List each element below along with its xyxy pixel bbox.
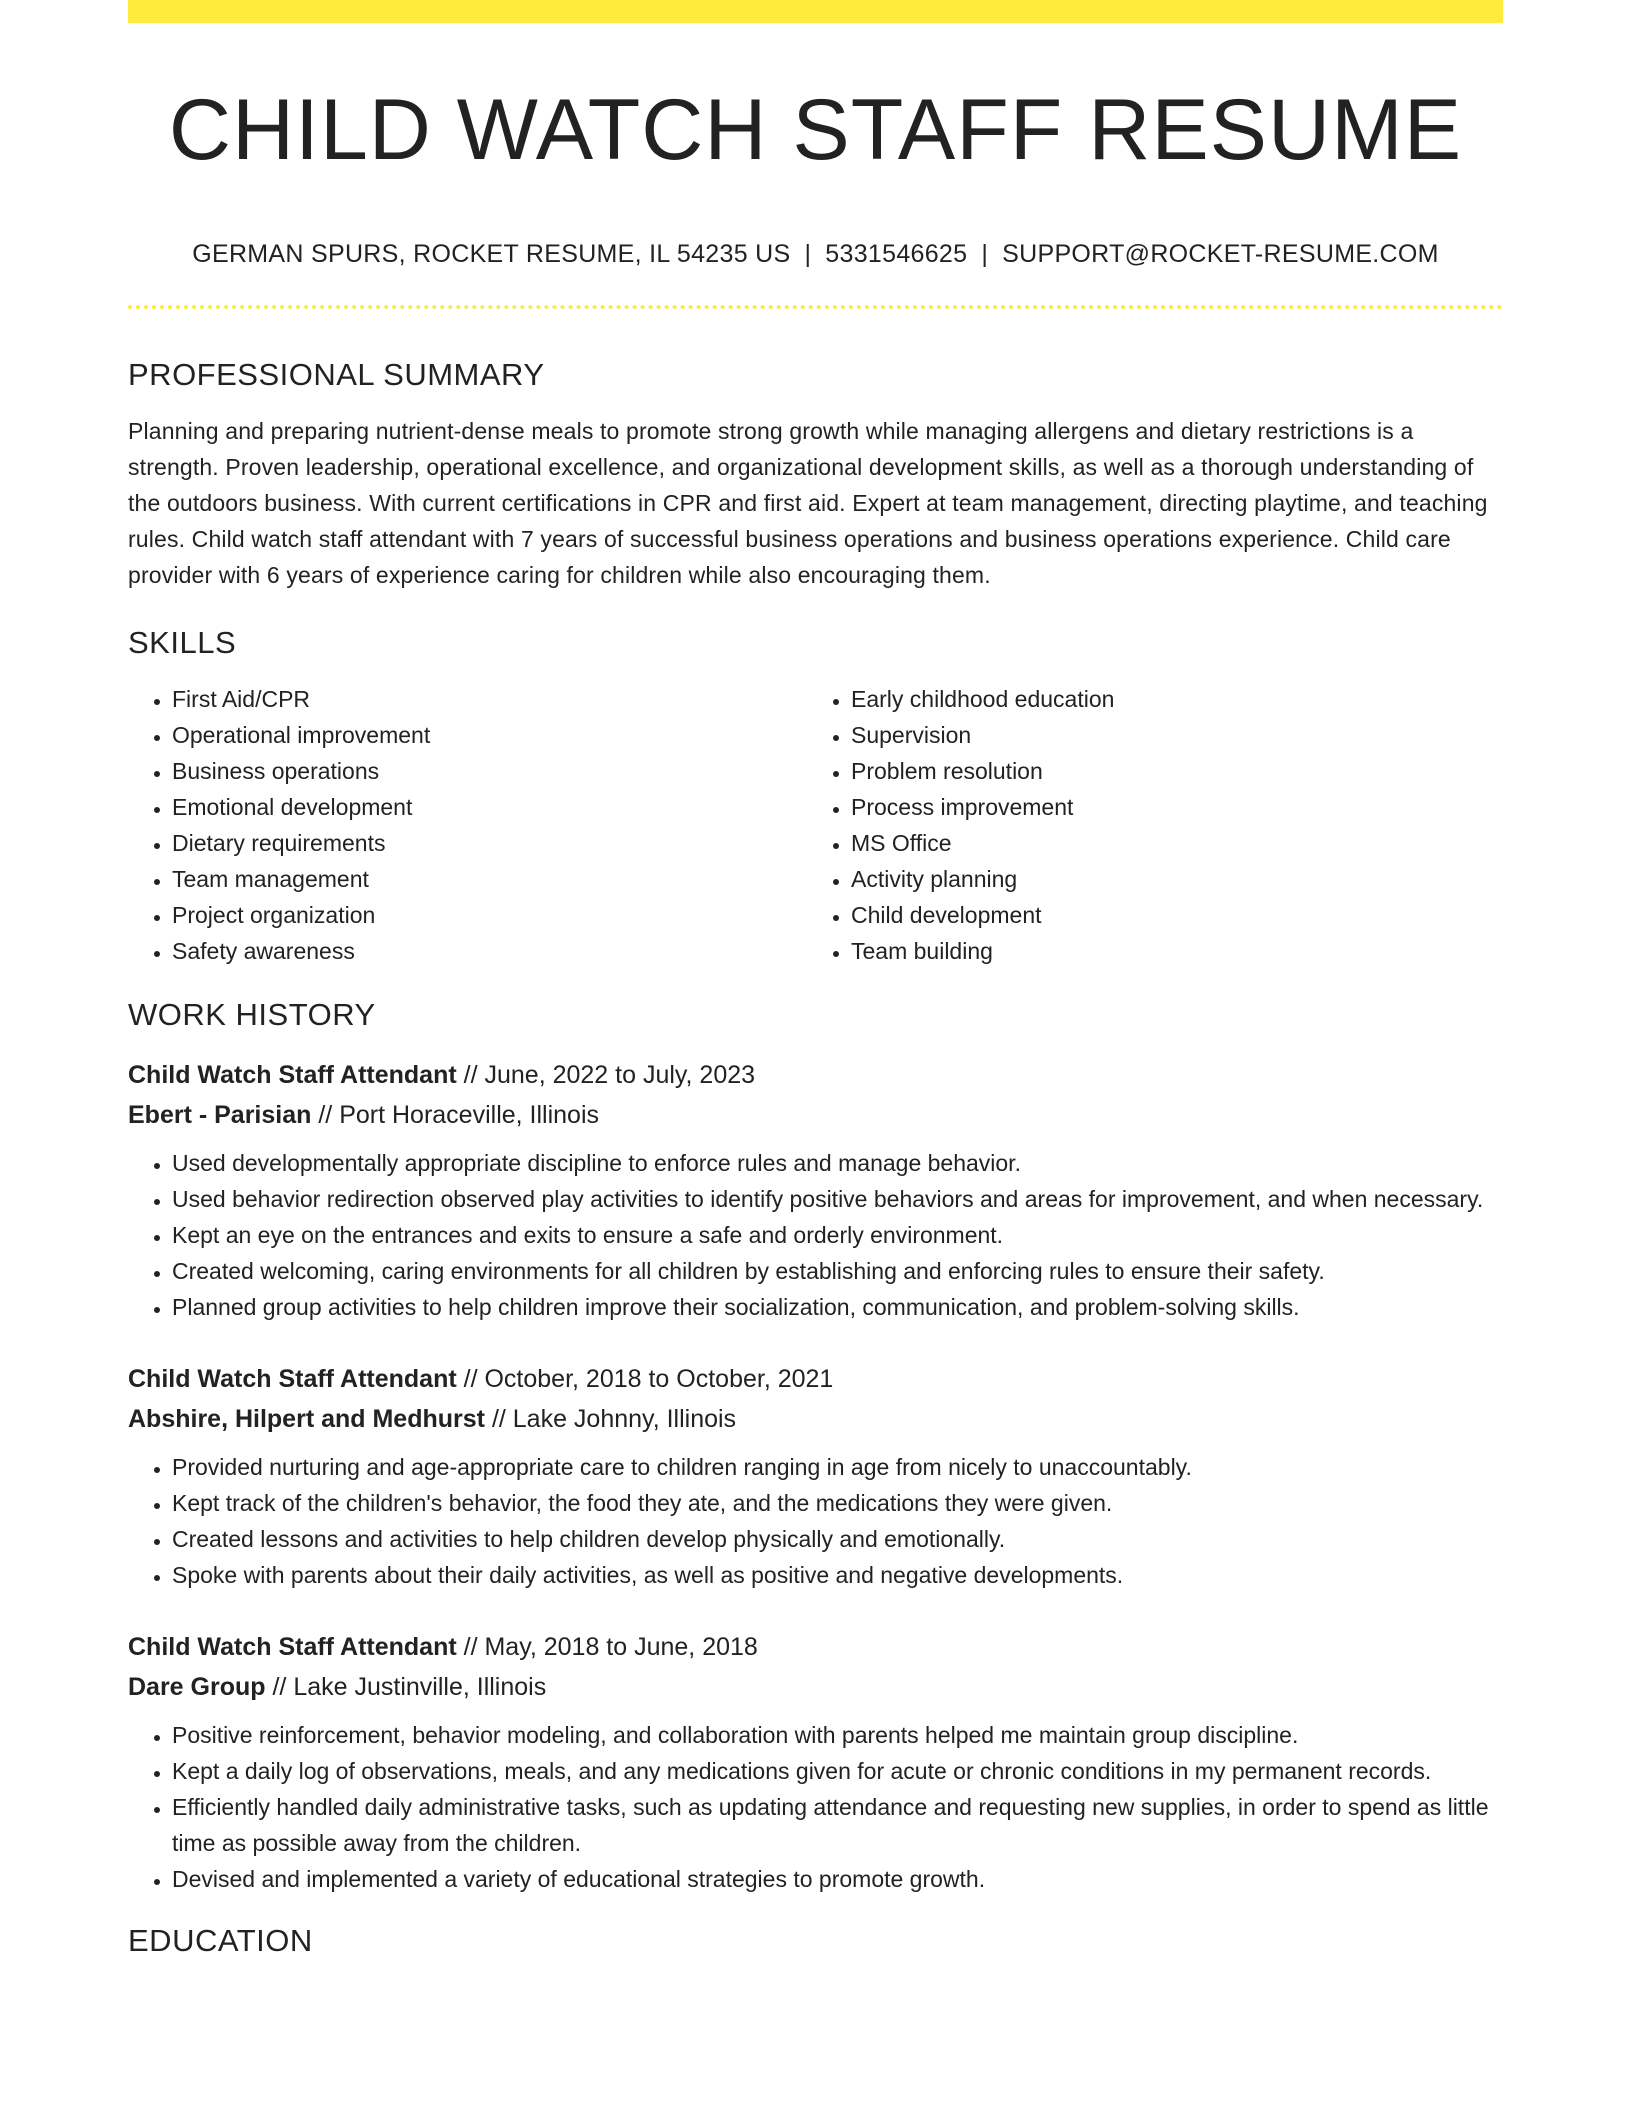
list-item: • Operational improvement bbox=[172, 717, 807, 753]
skills-section bbox=[128, 623, 1503, 969]
education-heading: EDUCATION bbox=[128, 1923, 313, 1958]
job-title: Child Watch Staff Attendant bbox=[128, 1365, 457, 1393]
contact-phone: 5331546625 bbox=[825, 240, 968, 268]
list-item: • Project organization bbox=[172, 897, 807, 933]
list-item: • Process improvement bbox=[851, 789, 1486, 825]
list-item: • Early childhood education bbox=[851, 681, 1486, 717]
list-item: • Emotional development bbox=[172, 789, 807, 825]
list-item: • Used developmentally appropriate discipline to enforce rules and manage behavior. bbox=[172, 1145, 1503, 1181]
job-company: Abshire, Hilpert and Medhurst bbox=[128, 1405, 485, 1433]
job-bullets bbox=[128, 1145, 1503, 1325]
resume-body bbox=[128, 355, 1503, 1961]
job-bullets bbox=[128, 1449, 1503, 1593]
skills-left-list bbox=[128, 681, 807, 969]
list-item: • Used behavior redirection observed play activities to identify positive behaviors and areas for improvement, and when necessary. bbox=[172, 1181, 1503, 1217]
skills-heading: SKILLS bbox=[128, 625, 237, 660]
list-item: • Efficiently handled daily administrative tasks, such as updating attendance and requesting new supplies, in order to spend as little time as possible away from the children. bbox=[172, 1789, 1503, 1861]
list-item: • Planned group activities to help children improve their socialization, communication, and problem-solving skills. bbox=[172, 1289, 1503, 1325]
contact-email: SUPPORT@ROCKET-RESUME.COM bbox=[1002, 240, 1439, 268]
job-entry bbox=[128, 1359, 1503, 1593]
skills-right-list bbox=[807, 681, 1486, 969]
list-item: • Spoke with parents about their daily activities, as well as positive and negative developments. bbox=[172, 1557, 1503, 1593]
job-location: // Port Horaceville, Illinois bbox=[318, 1101, 600, 1129]
job-company-line bbox=[128, 1399, 1503, 1439]
contact-separator: | bbox=[804, 240, 812, 268]
summary-text: Planning and preparing nutrient-dense meals to promote strong growth while managing allergens and dietary restrictions is a strength. Proven leadership, operational excellence, and organizational development skills, as well as a thorough understanding of the outdoors business. With current certifications in CPR and first aid. Expert at team management, directing playtime, and teaching rules. Child watch staff attendant with 7 years of successful business operations and business operations experience. Child care provider with 6 years of experience caring for children while also encouraging them. bbox=[128, 418, 1488, 588]
job-dates: // October, 2018 to October, 2021 bbox=[463, 1365, 834, 1393]
job-location: // Lake Johnny, Illinois bbox=[491, 1405, 737, 1433]
job-company-line bbox=[128, 1667, 1503, 1707]
list-item: • Safety awareness bbox=[172, 933, 807, 969]
job-dates: // June, 2022 to July, 2023 bbox=[463, 1061, 756, 1089]
job-entry bbox=[128, 1055, 1503, 1325]
dotted-divider bbox=[128, 305, 1503, 309]
skills-columns bbox=[128, 681, 1503, 969]
resume-title: CHILD WATCH STAFF RESUME bbox=[168, 82, 1463, 178]
list-item: • Created lessons and activities to help children develop physically and emotionally. bbox=[172, 1521, 1503, 1557]
list-item: • Created welcoming, caring environments for all children by establishing and enforcing rules to ensure their safety. bbox=[172, 1253, 1503, 1289]
summary-heading: PROFESSIONAL SUMMARY bbox=[128, 357, 545, 392]
job-title-line bbox=[128, 1359, 1503, 1399]
job-entry bbox=[128, 1627, 1503, 1897]
list-item: • Activity planning bbox=[851, 861, 1486, 897]
list-item: • MS Office bbox=[851, 825, 1486, 861]
list-item: • Kept a daily log of observations, meals, and any medications given for acute or chronic conditions in my permanent records. bbox=[172, 1753, 1503, 1789]
list-item: • Child development bbox=[851, 897, 1486, 933]
work-history-heading: WORK HISTORY bbox=[128, 997, 376, 1032]
list-item: • First Aid/CPR bbox=[172, 681, 807, 717]
summary-section bbox=[128, 355, 1503, 593]
list-item: • Provided nurturing and age-appropriate care to children ranging in age from nicely to unaccountably. bbox=[172, 1449, 1503, 1485]
contact-address: GERMAN SPURS, ROCKET RESUME, IL 54235 US bbox=[192, 240, 791, 268]
job-title-line bbox=[128, 1055, 1503, 1095]
list-item: • Problem resolution bbox=[851, 753, 1486, 789]
list-item: • Devised and implemented a variety of educational strategies to promote growth. bbox=[172, 1861, 1503, 1897]
job-company: Ebert - Parisian bbox=[128, 1101, 312, 1129]
accent-top-bar bbox=[128, 0, 1503, 23]
job-company-line bbox=[128, 1095, 1503, 1135]
list-item: • Supervision bbox=[851, 717, 1486, 753]
job-bullets bbox=[128, 1717, 1503, 1897]
list-item: • Dietary requirements bbox=[172, 825, 807, 861]
job-title: Child Watch Staff Attendant bbox=[128, 1061, 457, 1089]
job-location: // Lake Justinville, Illinois bbox=[272, 1673, 547, 1701]
list-item: • Kept an eye on the entrances and exits to ensure a safe and orderly environment. bbox=[172, 1217, 1503, 1253]
job-dates: // May, 2018 to June, 2018 bbox=[463, 1633, 758, 1661]
list-item: • Kept track of the children's behavior, the food they ate, and the medications they were given. bbox=[172, 1485, 1503, 1521]
list-item: • Business operations bbox=[172, 753, 807, 789]
list-item: • Positive reinforcement, behavior modeling, and collaboration with parents helped me maintain group discipline. bbox=[172, 1717, 1503, 1753]
education-section bbox=[128, 1921, 1503, 1961]
list-item: • Team building bbox=[851, 933, 1486, 969]
job-title: Child Watch Staff Attendant bbox=[128, 1633, 457, 1661]
jobs-list bbox=[128, 1055, 1503, 1897]
job-company: Dare Group bbox=[128, 1673, 266, 1701]
job-title-line bbox=[128, 1627, 1503, 1667]
list-item: • Team management bbox=[172, 861, 807, 897]
contact-separator: | bbox=[981, 240, 989, 268]
work-history-section bbox=[128, 995, 1503, 1897]
contact-line bbox=[128, 238, 1503, 270]
